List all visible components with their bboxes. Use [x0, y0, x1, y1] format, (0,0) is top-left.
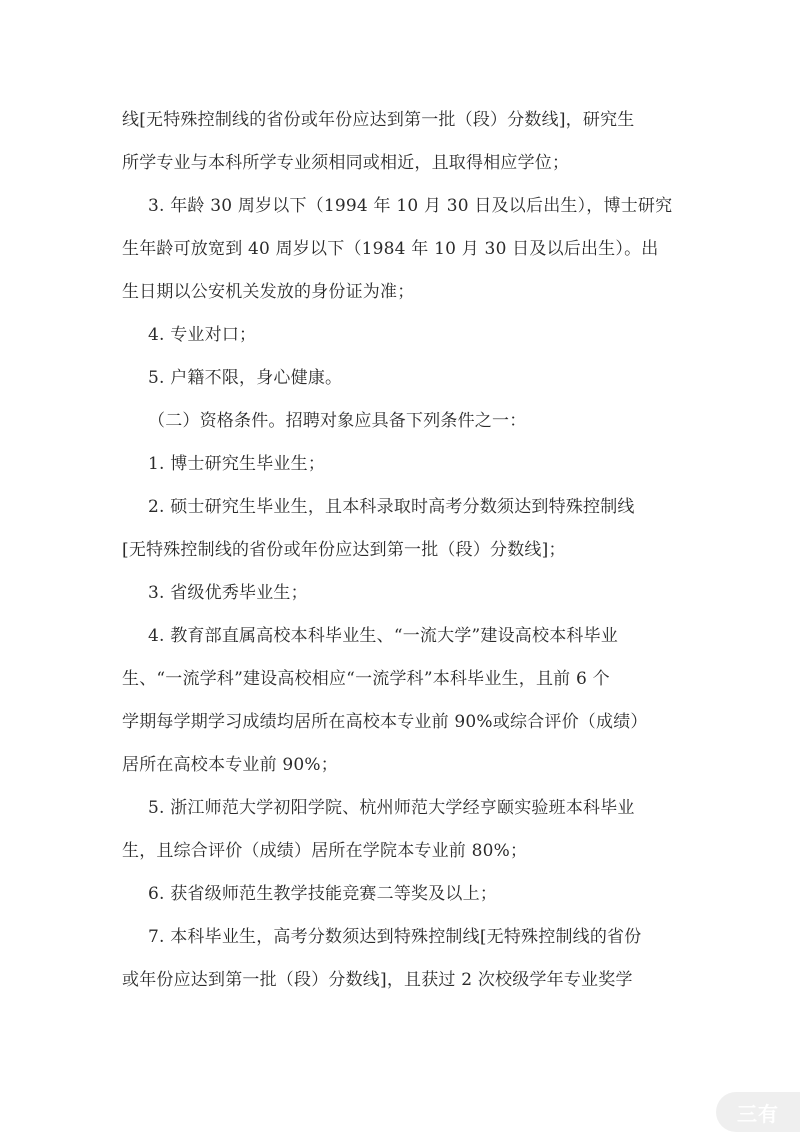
text-line: 所学专业与本科所学专业须相同或相近，且取得相应学位； [122, 153, 570, 173]
watermark-text: 三有 [737, 1101, 779, 1126]
text-line: 居所在高校本专业前 90%； [122, 755, 338, 775]
text-line: 5. 户籍不限，身心健康。 [148, 368, 343, 388]
text-line: 6. 获省级师范生教学技能竞赛二等奖及以上； [148, 884, 498, 904]
text-line: 生年龄可放宽到 40 周岁以下（1984 年 10 月 30 日及以后出生）。出 [122, 239, 659, 259]
text-line: 生日期以公安机关发放的身份证为准； [122, 282, 415, 302]
text-line: 生，且综合评价（成绩）居所在学院本专业前 80%； [122, 841, 528, 861]
text-line: 生、“一流学科”建设高校相应“一流学科”本科毕业生，且前 6 个 [122, 669, 610, 689]
text-line: 1. 博士研究生毕业生； [148, 454, 326, 474]
text-line: （二）资格条件。招聘对象应具备下列条件之一： [148, 411, 527, 431]
text-line: 或年份应达到第一批（段）分数线]，且获过 2 次校级学年专业奖学 [122, 970, 633, 990]
text-line: 7. 本科毕业生，高考分数须达到特殊控制线[无特殊控制线的省份 [148, 927, 642, 947]
text-line: [无特殊控制线的省份或年份应达到第一批（段）分数线]； [122, 540, 566, 560]
text-line: 5. 浙江师范大学初阳学院、杭州师范大学经亨颐实验班本科毕业 [148, 798, 635, 818]
text-line: 2. 硕士研究生毕业生，且本科录取时高考分数须达到特殊控制线 [148, 497, 635, 517]
text-line: 线[无特殊控制线的省份或年份应达到第一批（段）分数线]，研究生 [122, 110, 635, 130]
text-line: 3. 省级优秀毕业生； [148, 583, 308, 603]
watermark-badge [716, 1092, 800, 1132]
text-line: 3. 年龄 30 周岁以下（1994 年 10 月 30 日及以后出生），博士研究 [148, 196, 673, 216]
text-line: 学期每学期学习成绩均居所在高校本专业前 90%或综合评价（成绩） [122, 712, 648, 732]
text-line: 4. 专业对口； [148, 325, 257, 345]
text-line: 4. 教育部直属高校本科毕业生、“一流大学”建设高校本科毕业 [148, 626, 619, 646]
